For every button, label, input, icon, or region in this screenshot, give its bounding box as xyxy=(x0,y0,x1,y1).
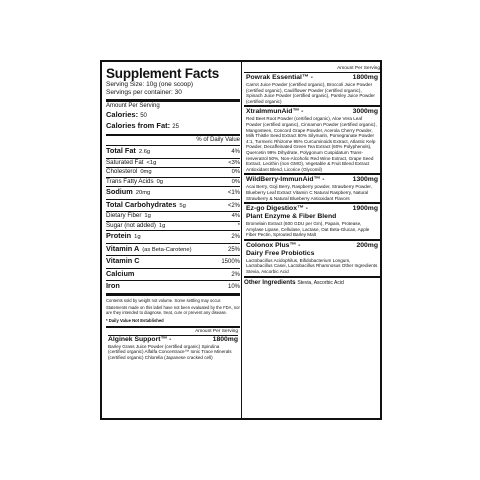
blend-header xyxy=(246,242,378,250)
supplement-facts-panel xyxy=(100,60,382,420)
facts-row xyxy=(106,243,240,256)
nutrient-daily-value: 0% xyxy=(231,169,240,176)
facts-row-name xyxy=(106,159,156,168)
facts-row xyxy=(106,280,240,293)
column-divider xyxy=(241,62,242,418)
blend-amount: 1300mg xyxy=(352,176,378,184)
facts-row-name xyxy=(106,256,143,268)
calories-fat-line xyxy=(106,121,240,132)
calories-line xyxy=(106,110,240,121)
thick-rule-bottom xyxy=(106,293,240,296)
blend-subtitle: Dairy Free Probiotics xyxy=(246,249,315,257)
facts-row xyxy=(106,199,240,212)
blend-ingredients: Carrot Juice Powder (certified organic), Broccoli Juice Powder (certified organic), Cauliflower Powder (certified organic), Spinach Juice Powder (certified organic), Parsley Juice Powder (certified organic) xyxy=(246,82,375,104)
facts-row xyxy=(106,255,240,268)
footnote-weight: Contents sold by weight not volume. Some settling may occur. xyxy=(106,297,222,303)
blend-section xyxy=(244,202,380,239)
blend-name: WildBerry-ImmunAid™ - xyxy=(246,176,325,184)
footnote-fda: Statements made on this label have not been evaluated by the FDA, nor are they intended to diagnose, treat, cure or prevent any disease. xyxy=(106,305,240,316)
nutrient-amount: 5g xyxy=(179,202,186,209)
nutrient-name: Protein xyxy=(106,231,132,241)
right-column xyxy=(244,62,380,418)
facts-row xyxy=(106,230,240,243)
other-ingredients xyxy=(244,278,380,288)
nutrient-amount: 1g xyxy=(134,234,141,241)
nutrient-name: Vitamin C xyxy=(106,256,140,266)
amount-per-serving: Amount Per Serving xyxy=(106,103,160,109)
blend-ingredients: Lactobacillus Acidophilus, Bifidobacterium Longum, Lactobacillus Casei, Lactobacillus Rhamnosus Other Ingredients Stevia, Ascorbic Acid xyxy=(246,257,378,275)
nutrient-daily-value: 4% xyxy=(231,149,240,155)
blend-amount: 1800mg xyxy=(352,74,378,81)
nutrient-name: Iron xyxy=(106,281,120,291)
blend-section xyxy=(244,239,380,276)
facts-row xyxy=(106,221,240,231)
nutrient-daily-value: 25% xyxy=(227,246,240,253)
facts-row-name xyxy=(106,146,150,158)
blend-amount: 1900mg xyxy=(352,205,378,213)
facts-row-name xyxy=(106,244,192,256)
blend-name: Powrak Essential™ - xyxy=(246,74,313,81)
blend-header xyxy=(246,176,378,184)
blend-amount: 1800mg xyxy=(212,335,238,343)
facts-row-name xyxy=(106,231,141,243)
nutrient-amount: <1g xyxy=(146,159,157,166)
other-ingredients-value: Stevia, Ascorbic Acid xyxy=(297,279,344,286)
blend-ingredients: Barley Grass Juice Powder (certified organic) Spirulina (certified organic) Alfalfa Concentrace™ Ionic Trace Minerals (certified organic) Chlorella (Japanese cracked cell) xyxy=(108,343,232,360)
blend-amount: 200mg xyxy=(356,241,378,249)
footnote-dv: * Daily Value Not Established xyxy=(106,317,164,323)
calories-label: Calories: xyxy=(106,110,139,119)
blend-section xyxy=(244,105,380,173)
facts-row-name xyxy=(106,200,186,212)
nutrient-daily-value: 4% xyxy=(231,213,240,220)
blend-section xyxy=(244,73,380,105)
nutrient-name: Sugar (not added) xyxy=(106,221,156,229)
nutrient-amount: 1g xyxy=(144,213,151,220)
calories-value: 50 xyxy=(140,113,147,119)
facts-row xyxy=(106,186,240,199)
nutrient-amount: 20mg xyxy=(135,190,151,197)
blend-header xyxy=(246,108,378,116)
facts-row xyxy=(106,268,240,281)
right-amount-per-serving: Amount Per Serving xyxy=(337,66,380,71)
serving-size: Serving Size: 10g (one scoop) xyxy=(106,81,194,88)
facts-row-name xyxy=(106,269,137,281)
left-column xyxy=(106,62,240,418)
facts-row xyxy=(106,167,240,177)
blend-name: XtraImmunAid™ - xyxy=(246,108,304,116)
blend-header xyxy=(246,205,378,213)
nutrient-name: Total Fat xyxy=(106,146,136,155)
facts-row-name xyxy=(106,178,163,187)
nutrient-name: Calcium xyxy=(106,268,135,278)
other-ingredients-label: Other Ingredients xyxy=(244,278,296,286)
nutrient-daily-value: 2% xyxy=(231,271,240,278)
nutrient-amount: (as Beta-Carotene) xyxy=(142,246,192,253)
nutrient-daily-value: 1500% xyxy=(221,259,240,266)
nutrient-amount: 0g xyxy=(156,178,164,185)
blend-amount-per-serving: Amount Per Serving xyxy=(195,328,238,334)
nutrient-daily-value: 10% xyxy=(227,284,240,291)
facts-row-name xyxy=(106,168,152,177)
nutrient-daily-value: 0% xyxy=(231,178,240,185)
facts-row xyxy=(106,211,240,221)
servings-per-container: Servings per container: 30 xyxy=(106,89,182,96)
blend-name: Colonox Plus™ - xyxy=(246,241,301,249)
nutrient-daily-value: 2% xyxy=(231,234,240,241)
nutrient-daily-value: <1% xyxy=(227,190,240,197)
nutrient-name: Vitamin A xyxy=(106,243,140,253)
blend-name: Alginek Support™ - xyxy=(108,335,172,343)
calories-fat-value: 25 xyxy=(172,124,179,130)
nutrient-daily-value: <3% xyxy=(228,159,240,166)
nutrient-name: Cholesterol xyxy=(106,168,138,176)
blend-ingredients: Acai Berry, Goji Berry, Raspberry powder, Strawberry Powder, Blueberry Leaf Extract Vitamin C Natural Raspberry, Natural Strawberry & Natural Blueberry Antioxidant Flavors xyxy=(246,184,372,201)
nutrient-name: Saturated Fat xyxy=(106,158,144,166)
left-blends xyxy=(106,328,240,362)
nutrient-name: Trans Fatty Acids xyxy=(106,177,154,185)
blend-name: Ez-go Digestiox™ - xyxy=(246,205,308,213)
nutrient-amount: 0mg xyxy=(140,169,152,176)
blend-amount: 3000mg xyxy=(352,108,378,116)
blend-ingredients: Red Beet Root Powder (certified organic), Aloe Vera Leaf Powder (certified organic), Cinnamon Powder (certified organic), Mangosteen, Concord Grape Powder, Acerola Cherry Powder, Milk Thistle Seed Extract 80% Silymarin, Pomegranate Powder 4:1, Turmeric Rhizome 95% Curcuminoids Extract, Atlantic Kelp Powder, Decaffeinated Green Tea Extract (60% Polyphenols), Quercetin 99% Dihydrate, Polygonum Cuspidatum Trans-resveratrol 50%, Non-Alcoholic Red Wine Extract, Grape Seed Extract, Lecithin (non GMO), Vegetable & Fruit Blend Extract Antioxidant Blend, Licorice (Glycomil) xyxy=(246,116,377,172)
blend-ingredients: Bromelain Extract (600 GDU per Gm), Papain, Protease, Amylase Lipase, Cellulase, Lactase, Oat Beta-Glucan, Apple Fiber Pectin, Sprouted Barley Malt xyxy=(246,221,370,238)
nutrient-daily-value: <2% xyxy=(227,202,240,209)
blend-subtitle: Plant Enzyme & Fiber Blend xyxy=(246,213,337,221)
facts-row-name xyxy=(106,281,123,293)
facts-row-name xyxy=(106,222,165,231)
nutrient-amount: 1g xyxy=(158,222,166,229)
facts-row-name xyxy=(106,212,151,221)
facts-row xyxy=(106,145,240,158)
facts-title: Supplement Facts xyxy=(106,66,220,81)
blend-header xyxy=(108,336,238,344)
nutrient-name: Sodium xyxy=(106,187,133,197)
nutrient-amount: 2.6g xyxy=(138,149,151,155)
nutrient-name: Dietary Fiber xyxy=(106,212,142,220)
blend-section xyxy=(244,173,380,202)
nutrient-name: Total Carbohydrates xyxy=(106,199,177,209)
blend-header xyxy=(246,74,378,82)
facts-row xyxy=(106,158,240,168)
dv-header: % of Daily Value xyxy=(196,137,240,143)
facts-row xyxy=(106,177,240,187)
right-blends xyxy=(244,73,380,276)
facts-row-name xyxy=(106,187,150,199)
calories-fat-label: Calories from Fat: xyxy=(106,121,171,130)
blend-section xyxy=(106,328,240,362)
nutrient-daily-value: * xyxy=(237,222,240,229)
facts-rows xyxy=(106,145,240,293)
